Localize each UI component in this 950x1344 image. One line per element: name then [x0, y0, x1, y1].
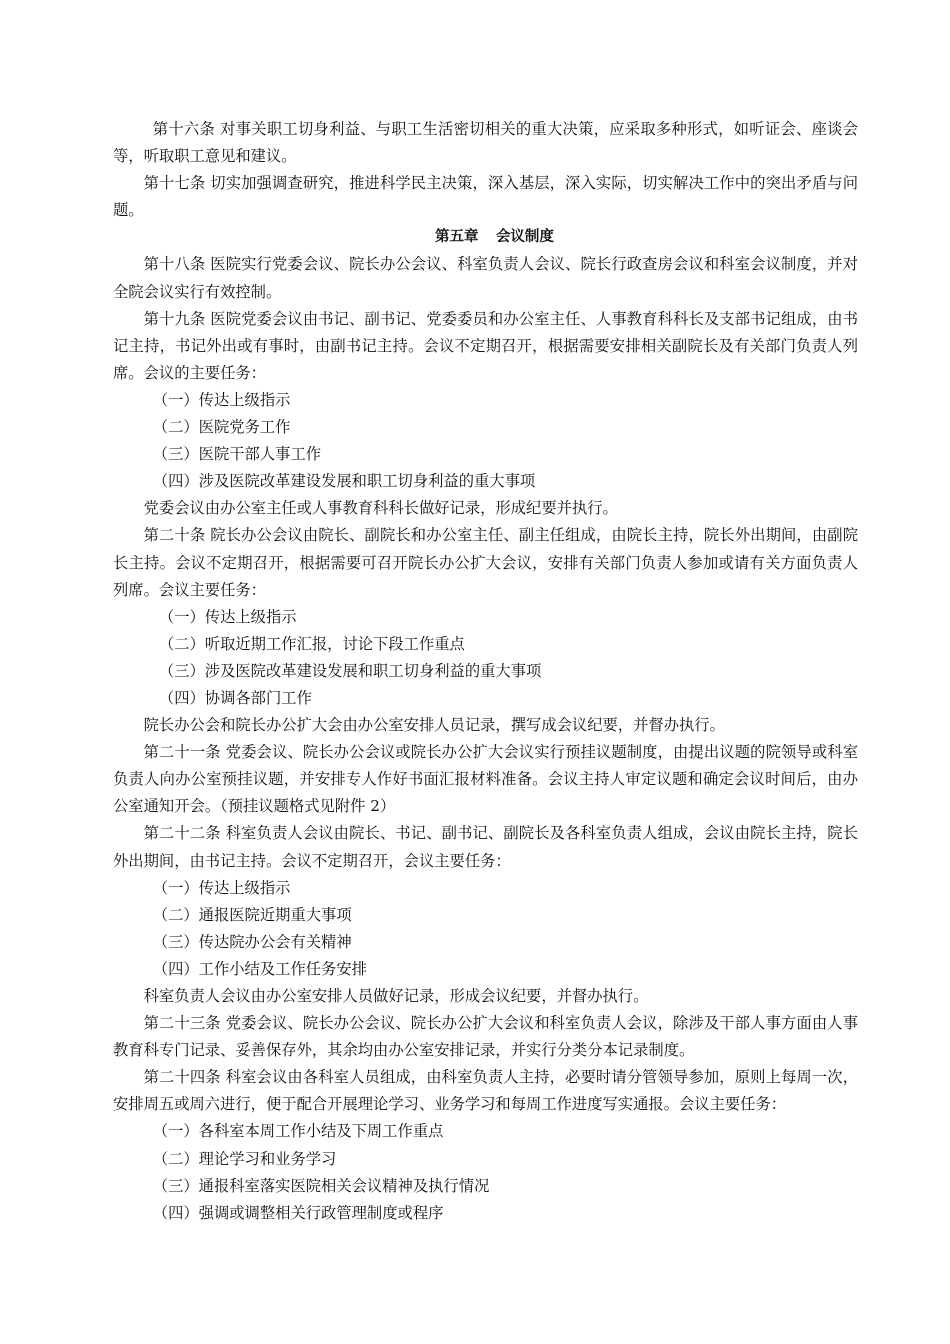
article-17: 第十七条 切实加强调查研究，推进科学民主决策，深入基层，深入实际，切实解决工作中的突出矛盾与问题。 [113, 174, 858, 220]
article-19: 第十九条 医院党委会议由书记、副书记、党委委员和办公室主任、人事教育科科长及支部书记组成，由书记主持，书记外出或有事时，由副书记主持。会议不定期召开，根据需要安排相关副院长及有关部门负责人列席。会议的主要任务： [113, 309, 858, 382]
chapter-title: 会议制度 [495, 229, 554, 246]
list-item: （四）工作小结及工作任务安排 [152, 959, 367, 978]
article-22-note: 科室负责人会议由办公室安排人员做好记录，形成会议纪要，并督办执行。 [143, 987, 649, 1005]
article-22: 第二十二条 科室负责人会议由院长、书记、副书记、副院长及各科室负责人组成，会议由院长主持，院长外出期间，由书记主持。会议不定期召开，会议主要任务： [113, 824, 858, 870]
list-item: （二）听取近期工作汇报，讨论下段工作重点 [158, 634, 465, 653]
list-item: （四）协调各部门工作 [158, 688, 312, 707]
chapter-heading [113, 224, 858, 251]
list-item: （四）涉及医院改革建设发展和职工切身利益的重大事项 [152, 472, 536, 491]
list-item: （三）涉及医院改革建设发展和职工切身利益的重大事项 [158, 661, 542, 680]
article-21: 第二十一条 党委会议、院长办公会议或院长办公扩大会议实行预挂议题制度，由提出议题的院领导或科室负责人向办公室预挂议题，并安排专人作好书面汇报材料准备。会议主持人审定议题和确定会议时间后，由办公室通知开会。（预挂议题格式见附件 2） [113, 743, 858, 816]
list-item: （二）通报医院近期重大事项 [152, 905, 352, 924]
article-16: 第十六条 对事关职工切身利益、与职工生活密切相关的重大决策，应采取多种形式，如听证会、座谈会等，听取职工意见和建议。 [113, 120, 858, 166]
article-18: 第十八条 医院实行党委会议、院长办公会议、科室负责人会议、院长行政查房会议和科室会议制度，并对全院会议实行有效控制。 [113, 255, 858, 301]
list-item: （四）强调或调整相关行政管理制度或程序 [152, 1203, 444, 1222]
article-20-note: 院长办公会和院长办公扩大会由办公室安排人员记录，撰写成会议纪要，并督办执行。 [143, 716, 725, 735]
document-page [113, 116, 858, 1227]
article-19-note: 党委会议由办公室主任或人事教育科科长做好记录，形成纪要并执行。 [143, 499, 618, 518]
list-item: （三）医院干部人事工作 [152, 445, 322, 464]
list-item: （二）理论学习和业务学习 [152, 1149, 337, 1168]
list-item: （三）通报科室落实医院相关会议精神及执行情况 [152, 1176, 490, 1195]
chapter-number: 第五章 [435, 229, 479, 246]
list-item: （一）传达上级指示 [152, 390, 291, 409]
article-20: 第二十条 院长办公会议由院长、副院长和办公室主任、副主任组成，由院长主持，院长外出期间，由副院长主持。会议不定期召开，根据需要可召开院长办公扩大会议，安排有关部门负责人参加或请有关方面负责人列席。会议主要任务： [113, 526, 858, 599]
list-item: （一）传达上级指示 [158, 607, 297, 626]
list-item: （一）传达上级指示 [152, 878, 291, 897]
article-23: 第二十三条 党委会议、院长办公会议、院长办公扩大会议和科室负责人会议，除涉及干部人事方面由人事教育科专门记录、妥善保存外，其余均由办公室安排记录，并实行分类分本记录制度。 [113, 1014, 858, 1060]
list-item: （三）传达院办公会有关精神 [152, 932, 352, 951]
list-item: （一）各科室本周工作小结及下周工作重点 [152, 1122, 444, 1141]
list-item: （二）医院党务工作 [152, 418, 291, 437]
article-24: 第二十四条 科室会议由各科室人员组成，由科室负责人主持，必要时请分管领导参加，原则上每周一次，安排周五或周六进行，便于配合开展理论学习、业务学习和每周工作进度写实通报。会议主要任务： [113, 1068, 858, 1114]
